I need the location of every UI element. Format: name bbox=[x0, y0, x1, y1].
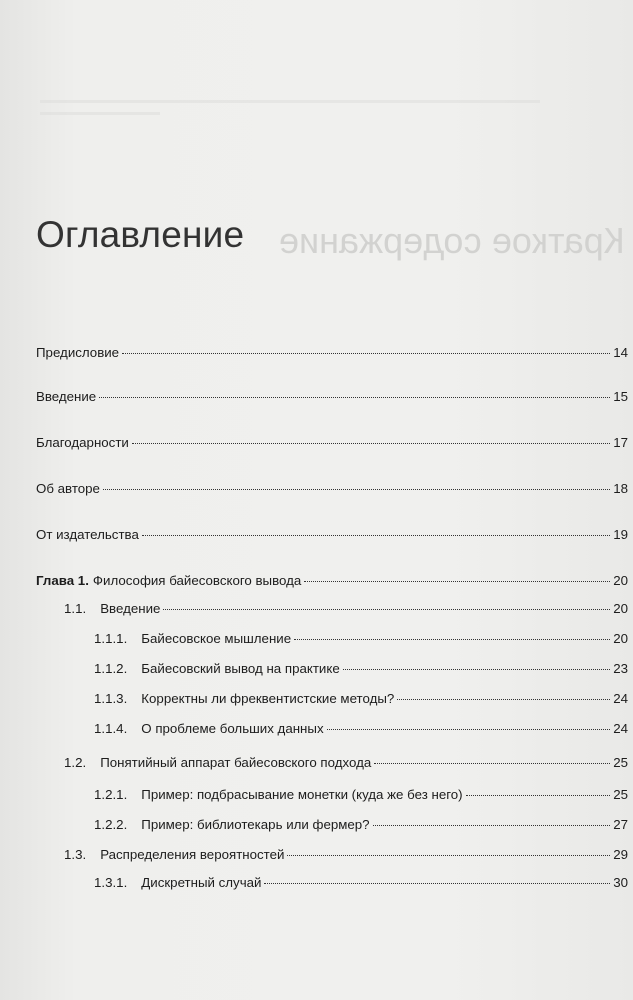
toc-entry-number: Глава 1. bbox=[36, 573, 89, 588]
toc-entry-title: Введение bbox=[100, 601, 161, 616]
toc-entry-section-1-1-4 bbox=[36, 720, 628, 738]
show-through-line bbox=[40, 100, 540, 103]
dot-leader bbox=[103, 489, 610, 490]
toc-entry-section-1-3-1 bbox=[36, 874, 628, 892]
toc-entry-section-1-1-2 bbox=[36, 660, 628, 678]
toc-entry-about-author bbox=[36, 480, 628, 498]
toc-entry-title: Дискретный случай bbox=[141, 875, 262, 890]
toc-entry-title: Пример: подбрасывание монетки (куда же без него) bbox=[141, 787, 463, 802]
toc-entry-title: Предисловие bbox=[36, 345, 120, 360]
toc-entry-page: 29 bbox=[613, 847, 628, 862]
toc-entry-number: 1.1. bbox=[64, 601, 87, 616]
dot-leader bbox=[466, 795, 611, 796]
toc-entry-page: 20 bbox=[613, 601, 628, 616]
toc-entry-page: 25 bbox=[613, 787, 628, 802]
toc-entry-page: 19 bbox=[613, 527, 628, 542]
toc-entry-number: 1.1.1. bbox=[94, 631, 128, 646]
toc-entry-from-publisher bbox=[36, 526, 628, 544]
toc-entry-page: 17 bbox=[613, 435, 628, 450]
page-title: Оглавление bbox=[36, 214, 245, 255]
toc-entry-page: 25 bbox=[613, 755, 628, 770]
toc-entry-section-1-1 bbox=[36, 600, 628, 618]
dot-leader bbox=[294, 639, 610, 640]
toc-entry-title: Понятийный аппарат байесовского подхода bbox=[100, 755, 372, 770]
toc-entry-section-1-3 bbox=[36, 846, 628, 864]
toc-entry-number: 1.2.2. bbox=[94, 817, 128, 832]
dot-leader bbox=[327, 729, 611, 730]
toc-entry-page: 20 bbox=[613, 573, 628, 588]
toc-entry-number: 1.2. bbox=[64, 755, 87, 770]
toc-entry-title: Корректны ли фреквентистские методы? bbox=[141, 691, 395, 706]
toc-entry-title: Байесовское мышление bbox=[141, 631, 292, 646]
toc-entry-number: 1.1.4. bbox=[94, 721, 128, 736]
show-through-line bbox=[40, 112, 160, 115]
toc-entry-chapter-1 bbox=[36, 572, 628, 590]
toc-entry-page: 24 bbox=[613, 721, 628, 736]
dot-leader bbox=[99, 397, 610, 398]
toc-entry-number: 1.3. bbox=[64, 847, 87, 862]
dot-leader bbox=[132, 443, 610, 444]
dot-leader bbox=[264, 883, 610, 884]
toc-entry-section-1-2-2 bbox=[36, 816, 628, 834]
toc-entry-title: О проблеме больших данных bbox=[141, 721, 324, 736]
dot-leader bbox=[287, 855, 610, 856]
toc-entry-title: Введение bbox=[36, 389, 97, 404]
toc-entry-preface bbox=[36, 344, 628, 362]
toc-entry-section-1-1-1 bbox=[36, 630, 628, 648]
toc-entry-title: Байесовский вывод на практике bbox=[141, 661, 340, 676]
toc-entry-section-1-1-3 bbox=[36, 690, 628, 708]
toc-entry-page: 27 bbox=[613, 817, 628, 832]
toc-entry-title: От издательства bbox=[36, 527, 139, 542]
toc-entry-number: 1.2.1. bbox=[94, 787, 128, 802]
toc-entry-page: 20 bbox=[613, 631, 628, 646]
toc-entry-page: 15 bbox=[613, 389, 628, 404]
dot-leader bbox=[397, 699, 610, 700]
dot-leader bbox=[304, 581, 610, 582]
toc-entry-title: Философия байесовского вывода bbox=[92, 573, 302, 588]
toc-entry-section-1-2-1 bbox=[36, 786, 628, 804]
toc-entry-introduction bbox=[36, 388, 628, 406]
toc-entry-page: 23 bbox=[613, 661, 628, 676]
show-through-text: Краткое содержание bbox=[279, 220, 625, 261]
toc-entry-number: 1.3.1. bbox=[94, 875, 128, 890]
dot-leader bbox=[142, 535, 610, 536]
toc-entry-title: Благодарности bbox=[36, 435, 129, 450]
toc-entry-page: 14 bbox=[613, 345, 628, 360]
toc-entry-page: 18 bbox=[613, 481, 628, 496]
toc-entry-title: Пример: библиотекарь или фермер? bbox=[141, 817, 370, 832]
toc-entry-number: 1.1.2. bbox=[94, 661, 128, 676]
toc-entry-title: Распределения вероятностей bbox=[100, 847, 285, 862]
dot-leader bbox=[343, 669, 610, 670]
toc-entry-number: 1.1.3. bbox=[94, 691, 128, 706]
dot-leader bbox=[374, 763, 610, 764]
dot-leader bbox=[163, 609, 610, 610]
toc-entry-page: 24 bbox=[613, 691, 628, 706]
dot-leader bbox=[373, 825, 611, 826]
toc-entry-title: Об авторе bbox=[36, 481, 100, 496]
toc-entry-acknowledgements bbox=[36, 434, 628, 452]
toc-entry-page: 30 bbox=[613, 875, 628, 890]
dot-leader bbox=[122, 353, 610, 354]
toc-entry-section-1-2 bbox=[36, 754, 628, 772]
